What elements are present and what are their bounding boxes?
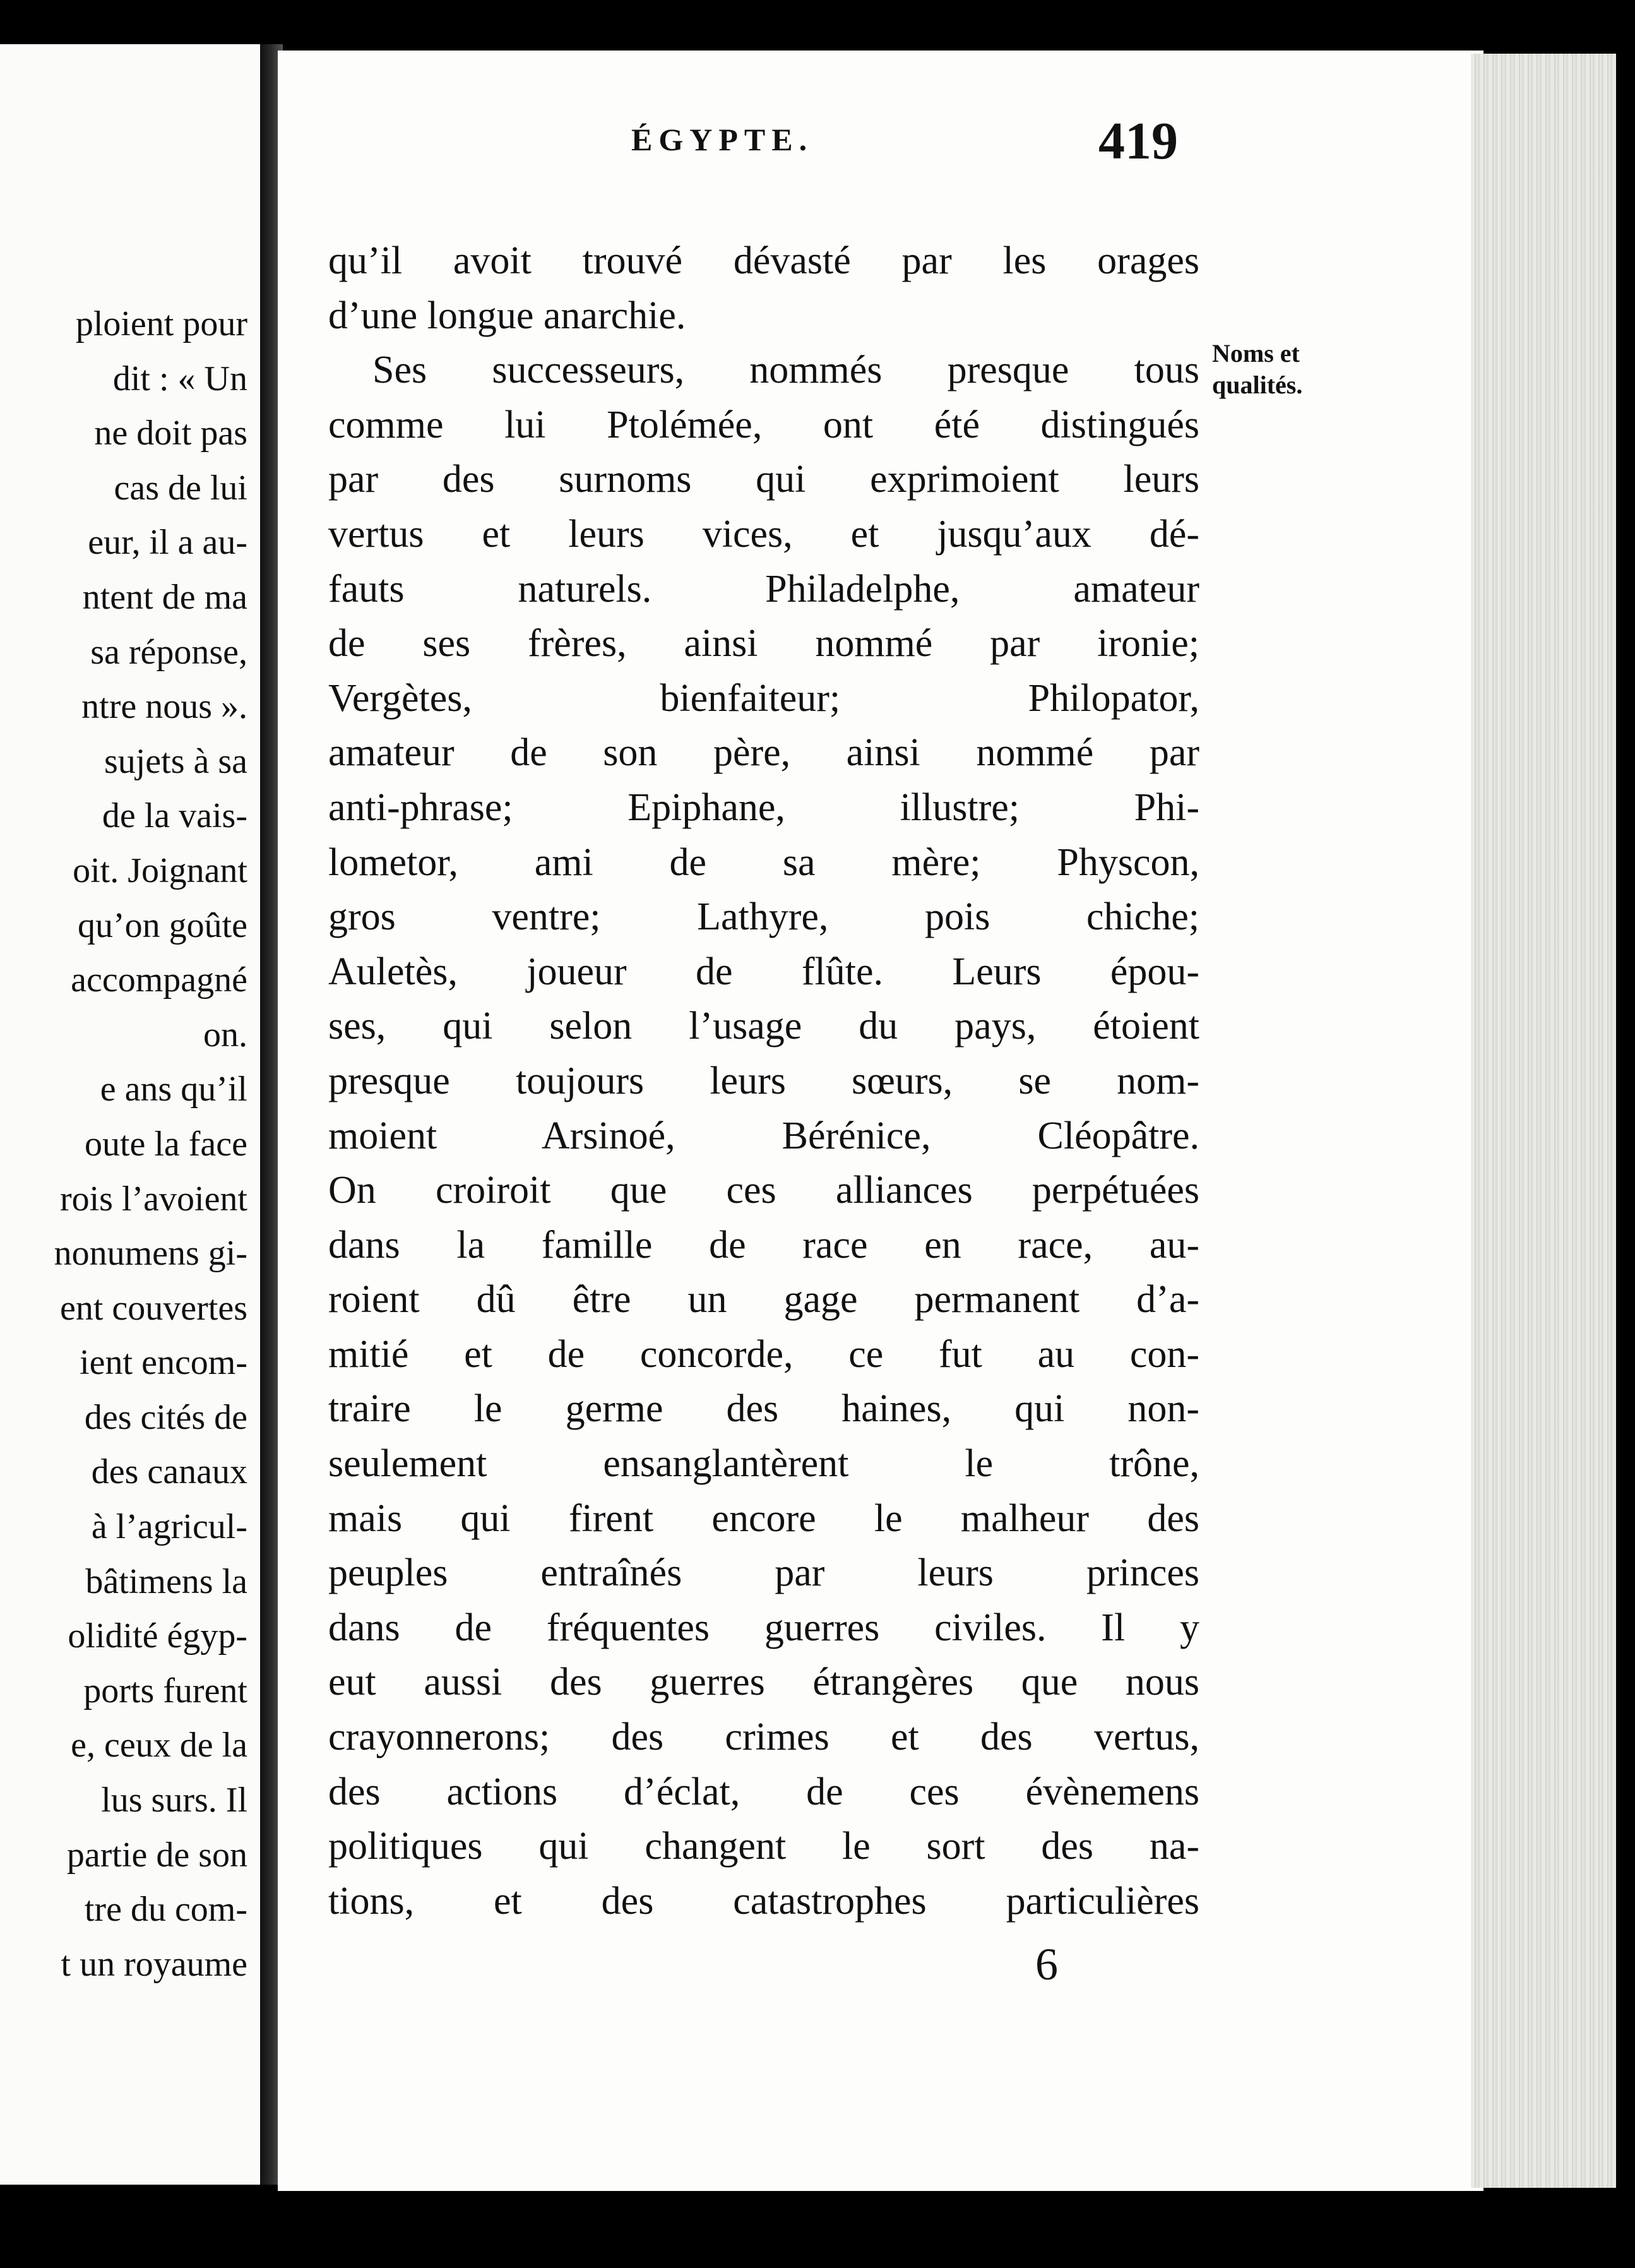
previous-page-line: ne doit pas bbox=[94, 414, 247, 453]
previous-page-line: e ans qu’il bbox=[100, 1070, 247, 1109]
body-line: amateur de son père, ainsi nommé par bbox=[328, 731, 1199, 775]
body-line: traire le germe des haines, qui non- bbox=[328, 1387, 1199, 1431]
previous-page-line: ntre nous ». bbox=[81, 687, 247, 727]
body-line: de ses frères, ainsi nommé par ironie; bbox=[328, 622, 1199, 665]
body-line: Auletès, joueur de flûte. Leurs épou- bbox=[328, 950, 1199, 993]
body-line: mais qui firent encore le malheur des bbox=[328, 1496, 1199, 1540]
previous-page-line: des cités de bbox=[84, 1397, 247, 1437]
body-line: seulement ensanglantèrent le trône, bbox=[328, 1442, 1199, 1486]
previous-page-line: qu’on goûte bbox=[77, 905, 247, 945]
body-line: roient dû être un gage permanent d’a- bbox=[328, 1278, 1199, 1322]
previous-page-line: eur, il a au- bbox=[88, 523, 247, 563]
previous-page-line: cas de lui bbox=[114, 468, 247, 508]
body-line: mitié et de concorde, ce fut au con- bbox=[328, 1332, 1199, 1376]
body-line: moient Arsinoé, Bérénice, Cléopâtre. bbox=[328, 1114, 1199, 1157]
body-line: tions, et des catastrophes particulières bbox=[328, 1879, 1199, 1923]
body-line: eut aussi des guerres étrangères que nous bbox=[328, 1661, 1199, 1704]
body-line: politiques qui changent le sort des na- bbox=[328, 1825, 1199, 1868]
previous-page-line: dit : « Un bbox=[112, 359, 247, 398]
previous-page-line: olidité égyp- bbox=[68, 1616, 247, 1656]
body-line: Vergètes, bienfaiteur; Philopator, bbox=[328, 676, 1199, 720]
body-line: par des surnoms qui exprimoient leurs bbox=[328, 458, 1199, 501]
previous-page-text bbox=[0, 297, 247, 1991]
body-line: Ses successeurs, nommés presque tous bbox=[372, 349, 1199, 392]
previous-page-line: des canaux bbox=[91, 1452, 247, 1492]
body-line: des actions d’éclat, de ces évènemens bbox=[328, 1770, 1199, 1813]
body-line: fauts naturels. Philadelphe, amateur bbox=[328, 567, 1199, 611]
previous-page bbox=[0, 44, 264, 2185]
previous-page-line: ntent de ma bbox=[82, 577, 247, 617]
previous-page-line: bâtimens la bbox=[85, 1561, 247, 1601]
previous-page-line: ient encom- bbox=[80, 1343, 247, 1383]
body-line: On croiroit que ces alliances perpétuées bbox=[328, 1169, 1199, 1212]
previous-page-line: sa réponse, bbox=[90, 632, 247, 672]
running-title: ÉGYPTE. bbox=[631, 122, 814, 157]
previous-page-line: lus surs. Il bbox=[101, 1781, 247, 1820]
body-line: ses, qui selon l’usage du pays, étoient bbox=[328, 1005, 1199, 1048]
previous-page-line: oute la face bbox=[84, 1124, 247, 1164]
body-text bbox=[328, 234, 1199, 1928]
body-line: dans de fréquentes guerres civiles. Il y bbox=[328, 1606, 1199, 1649]
body-line: vertus et leurs vices, et jusqu’aux dé- bbox=[328, 512, 1199, 556]
signature-mark: 6 bbox=[1035, 1939, 1058, 1990]
body-line: gros ventre; Lathyre, pois chiche; bbox=[328, 895, 1199, 939]
margin-note bbox=[1212, 338, 1302, 401]
previous-page-line: t un royaume bbox=[61, 1944, 247, 1984]
body-line: d’une longue anarchie. bbox=[328, 294, 686, 337]
previous-page-line: tre du com- bbox=[84, 1890, 247, 1930]
body-line: crayonnerons; des crimes et des vertus, bbox=[328, 1716, 1199, 1759]
page-fore-edge bbox=[1471, 54, 1616, 2188]
previous-page-line: partie de son bbox=[66, 1835, 247, 1875]
previous-page-line: oit. Joignant bbox=[73, 850, 247, 890]
previous-page-line: sujets à sa bbox=[104, 741, 247, 781]
body-line: peuples entraînés par leurs princes bbox=[328, 1551, 1199, 1595]
previous-page-line: rois l’avoient bbox=[59, 1179, 247, 1219]
body-line: anti-phrase; Epiphane, illustre; Phi- bbox=[328, 785, 1199, 829]
previous-page-line: ent couvertes bbox=[60, 1288, 247, 1328]
body-line: lometor, ami de sa mère; Physcon, bbox=[328, 840, 1199, 884]
previous-page-line: nonumens gi- bbox=[54, 1234, 247, 1274]
previous-page-line: e, ceux de la bbox=[71, 1726, 247, 1765]
margin-note-line: qualités. bbox=[1212, 371, 1303, 399]
previous-page-line: ploient pour bbox=[75, 304, 247, 343]
previous-page-line: on. bbox=[203, 1015, 247, 1054]
margin-note-line: Noms et bbox=[1212, 339, 1300, 367]
body-line: presque toujours leurs sœurs, se nom- bbox=[328, 1059, 1199, 1102]
body-line: qu’il avoit trouvé dévasté par les orages bbox=[328, 239, 1199, 282]
previous-page-line: ports furent bbox=[83, 1671, 247, 1710]
body-line: comme lui Ptolémée, ont été distingués bbox=[328, 403, 1199, 446]
body-line: dans la famille de race en race, au- bbox=[328, 1223, 1199, 1267]
previous-page-line: accompagné bbox=[71, 960, 247, 1000]
previous-page-line: à l’agricul- bbox=[91, 1507, 247, 1547]
page-number: 419 bbox=[1098, 112, 1178, 170]
previous-page-line: de la vais- bbox=[102, 796, 247, 836]
